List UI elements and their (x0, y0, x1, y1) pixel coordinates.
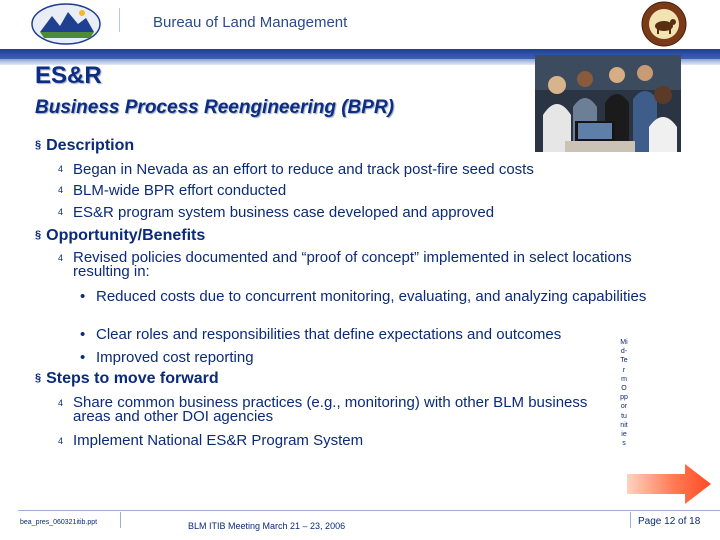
footer-meeting: BLM ITIB Meeting March 21 – 23, 2006 (188, 521, 346, 531)
dot-bullet-icon: • (80, 326, 86, 343)
blm-logo-icon (30, 2, 102, 46)
arrow-bullet-icon: 4 (58, 207, 64, 217)
list-item: 4 Implement National ES&R Program System (58, 432, 364, 449)
footer-filename: bea_pres_060321itib.ppt (20, 519, 98, 526)
list-item: 4 Revised policies documented and “proof of concept” implemented in select locations resulting in: (58, 249, 632, 280)
footer-separator (120, 512, 121, 528)
header-divider (119, 8, 120, 32)
dot-bullet-icon: • (80, 288, 86, 305)
list-item: 4 BLM-wide BPR effort conducted (58, 182, 287, 199)
footer-separator (630, 512, 631, 528)
slide-title: ES&R (35, 62, 102, 89)
header (0, 0, 720, 48)
arrow-bullet-icon: 4 (58, 185, 64, 195)
list-item: 4 Began in Nevada as an effort to reduce and track post-fire seed costs (58, 161, 534, 178)
right-arrow-icon (627, 464, 711, 504)
sub-list-item: • Reduced costs due to concurrent monitoring, evaluating, and analyzing capabilities (80, 288, 647, 305)
team-meeting-photo (535, 55, 681, 152)
list-item: 4 ES&R program system business case developed and approved (58, 204, 495, 221)
section-heading-description: § Description (35, 137, 135, 154)
arrow-bullet-icon: 4 (58, 436, 64, 446)
side-label: Mid-Term Opportunities (620, 339, 628, 448)
sub-list-item: • Improved cost reporting (80, 349, 254, 366)
slide-subtitle: Business Process Reengineering (BPR) (35, 97, 394, 118)
section-bullet-icon: § (35, 372, 42, 384)
arrow-bullet-icon: 4 (58, 164, 64, 174)
page-number: Page 12 of 18 (638, 516, 701, 527)
dot-bullet-icon: • (80, 349, 86, 366)
arrow-bullet-icon: 4 (58, 398, 64, 408)
header-title: Bureau of Land Management (153, 14, 348, 31)
section-bullet-icon: § (35, 139, 42, 151)
footer-divider (18, 510, 720, 511)
section-bullet-icon: § (35, 229, 42, 241)
sub-list-item: • Clear roles and responsibilities that define expectations and outcomes (80, 326, 562, 343)
arrow-bullet-icon: 4 (58, 253, 64, 263)
section-heading-steps: § Steps to move forward (35, 370, 219, 387)
section-heading-opportunity: § Opportunity/Benefits (35, 227, 206, 244)
department-seal-icon (640, 0, 688, 48)
list-item: 4 Share common business practices (e.g., monitoring) with other BLM business areas and other DOI agencies (58, 394, 588, 425)
